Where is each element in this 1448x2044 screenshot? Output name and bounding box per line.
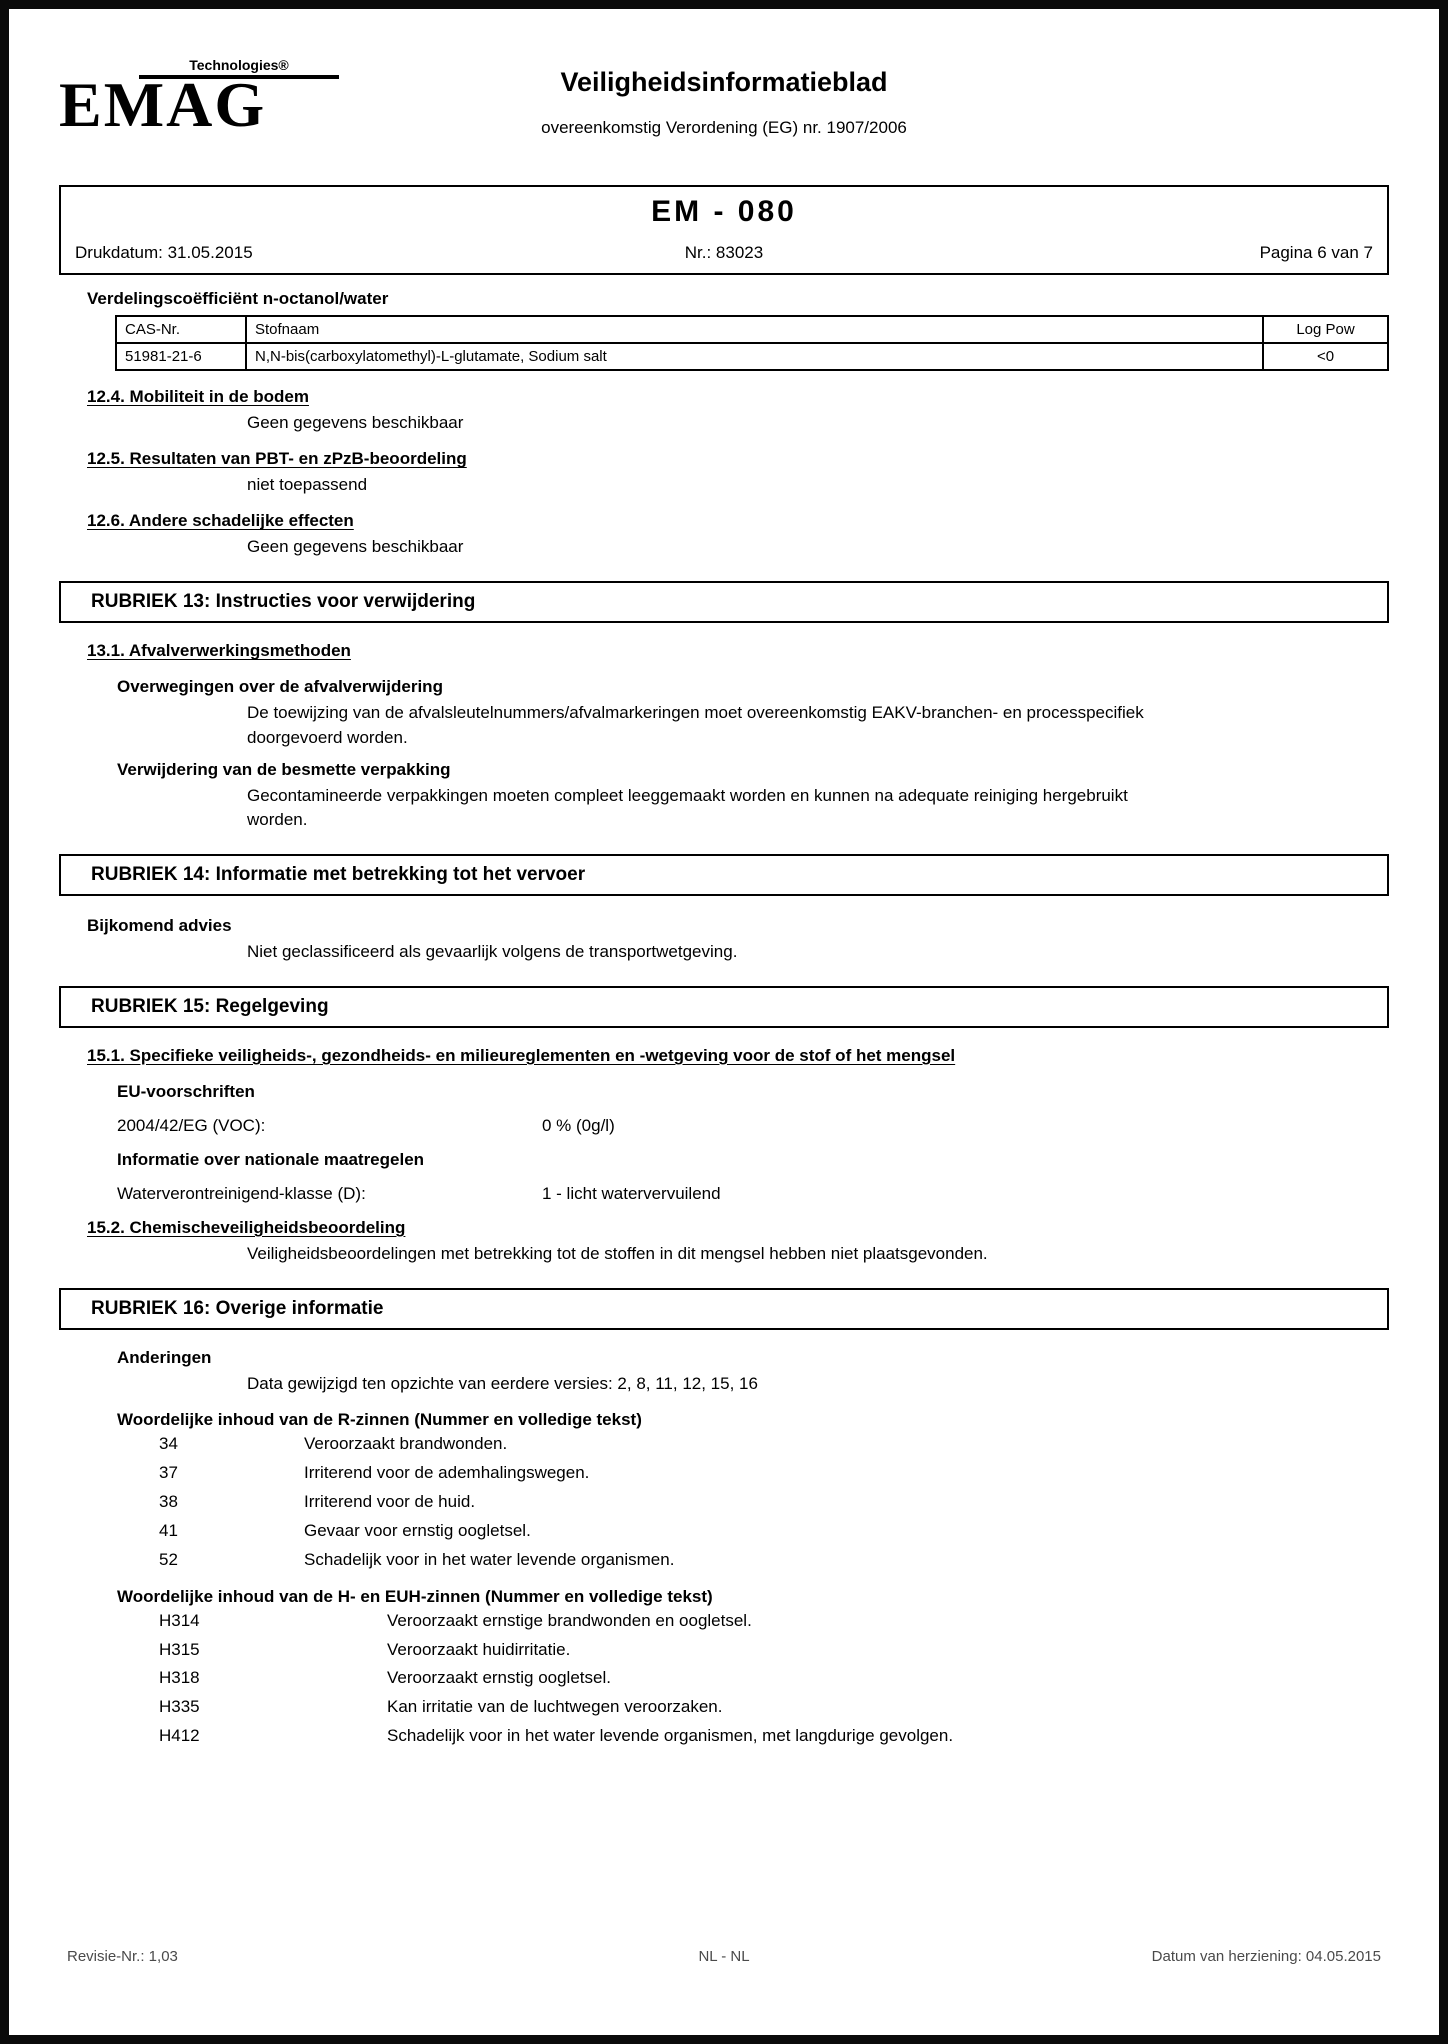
waste-considerations-heading: Overwegingen over de afvalverwijdering: [117, 677, 443, 697]
section-15-2-heading: 15.2. Chemischeveiligheidsbeoordeling: [87, 1218, 406, 1237]
section-15-2-body: Veiligheidsbeoordelingen met betrekking tot de stoffen in dit mengsel hebben niet plaatsgevonden.: [247, 1244, 988, 1263]
cell-log-pow: <0: [1263, 343, 1388, 370]
table-header-cas: CAS-Nr.: [116, 316, 246, 343]
r-code: 52: [159, 1549, 178, 1569]
h-code: H412: [159, 1726, 200, 1746]
h-code: H335: [159, 1697, 200, 1717]
revision-number: Revisie-Nr.: 1,03: [67, 1948, 178, 1965]
changes-body: Data gewijzigd ten opzichte van eerdere versies: 2, 8, 11, 12, 15, 16: [247, 1374, 758, 1394]
h-sentence-row: [159, 1607, 1389, 1636]
table-header-row: [116, 316, 1388, 343]
r-text: Irriterend voor de huid.: [304, 1492, 476, 1512]
section-13-banner: RUBRIEK 13: Instructies voor verwijdering: [59, 581, 1389, 623]
r-text: Veroorzaakt brandwonden.: [304, 1434, 508, 1454]
eu-regulations-heading: EU-voorschriften: [117, 1082, 255, 1101]
r-code: 34: [159, 1434, 178, 1454]
r-code: 37: [159, 1463, 178, 1483]
r-sentences-heading: Woordelijke inhoud van de R-zinnen (Nummer en volledige tekst): [117, 1410, 642, 1430]
cell-substance-name: N,N-bis(carboxylatomethyl)-L-glutamate, Sodium salt: [246, 343, 1263, 370]
log-pow-table: [115, 315, 1389, 371]
document-title: Veiligheidsinformatieblad: [560, 67, 888, 97]
page-indicator: Pagina 6 van 7: [1259, 243, 1373, 262]
document-header-box: [59, 185, 1389, 275]
h-text: Veroorzaakt ernstig oogletsel.: [387, 1668, 611, 1688]
h-text: Kan irritatie van de luchtwegen veroorzaken.: [387, 1697, 723, 1717]
table-row: [116, 343, 1388, 370]
section-15-1-heading: 15.1. Specifieke veiligheids-, gezondheids- en milieureglementen en -wetgeving voor de stof of het mengsel: [87, 1046, 956, 1065]
section-12-4-heading: 12.4. Mobiliteit in de bodem: [87, 387, 309, 406]
h-code: H318: [159, 1668, 200, 1688]
language-code: NL - NL: [698, 1948, 750, 1965]
section-12-5-heading: 12.5. Resultaten van PBT- en zPzB-beoordeling: [87, 449, 467, 469]
section-14-banner: RUBRIEK 14: Informatie met betrekking tot het vervoer: [59, 854, 1389, 896]
section-12-4-body: Geen gegevens beschikbaar: [247, 413, 464, 432]
r-text: Irriterend voor de ademhalingswegen.: [304, 1463, 590, 1483]
cell-cas-number: 51981-21-6: [116, 343, 246, 370]
r-sentence-row: [159, 1488, 1389, 1517]
r-code: 41: [159, 1520, 178, 1540]
r-text: Gevaar voor ernstig oogletsel.: [304, 1520, 531, 1540]
r-sentence-row: [159, 1430, 1389, 1459]
h-sentence-row: [159, 1693, 1389, 1722]
voc-label: 2004/42/EG (VOC):: [117, 1116, 266, 1135]
changes-heading: Anderingen: [117, 1348, 212, 1368]
page-footer: [67, 1948, 1381, 1965]
additional-advice-body: Niet geclassificeerd als gevaarlijk volgens de transportwetgeving.: [247, 941, 738, 961]
section-13-1-heading: 13.1. Afvalverwerkingsmethoden: [87, 641, 351, 661]
page-header: [59, 53, 1389, 171]
r-sentence-row: [159, 1546, 1389, 1575]
section-12-6-heading: 12.6. Andere schadelijke effecten: [87, 511, 354, 531]
packaging-disposal-heading: Verwijdering van de besmette verpakking: [117, 759, 451, 779]
national-measures-heading: Informatie over nationale maatregelen: [117, 1150, 425, 1169]
h-text: Veroorzaakt huidirritatie.: [387, 1639, 571, 1659]
section-12-5-body: niet toepassend: [247, 475, 368, 495]
document-meta-row: [75, 243, 1373, 263]
emag-logo: [59, 53, 349, 140]
logo-brand-text: EMAG: [59, 69, 267, 140]
voc-value: 0 % (0g/l): [542, 1116, 615, 1135]
product-name: EM - 080: [651, 195, 797, 228]
h-sentence-row: [159, 1664, 1389, 1693]
document-title-block: [389, 53, 1059, 138]
water-hazard-label: Waterverontreinigend-klasse (D):: [117, 1184, 366, 1203]
h-sentence-row: [159, 1636, 1389, 1665]
h-sentences-heading: Woordelijke inhoud van de H- en EUH-zinnen (Nummer en volledige tekst): [117, 1586, 713, 1606]
section-12-6-body: Geen gegevens beschikbaar: [247, 537, 464, 557]
h-code: H315: [159, 1639, 200, 1659]
r-sentence-row: [159, 1459, 1389, 1488]
h-sentence-row: [159, 1722, 1389, 1751]
waste-considerations-body: De toewijzing van de afvalsleutelnummers/afvalmarkeringen moet overeenkomstig EAKV-branchen- en processpecifiek doorgevoerd worden.: [247, 703, 1144, 747]
h-code: H314: [159, 1610, 200, 1630]
additional-advice-heading: Bijkomend advies: [87, 915, 232, 935]
logo-technologies-text: Technologies®: [139, 57, 339, 79]
r-code: 38: [159, 1492, 178, 1512]
voc-row: [117, 1116, 1389, 1136]
partition-coefficient-heading: Verdelingscoëfficiënt n-octanol/water: [87, 289, 389, 308]
r-text: Schadelijk voor in het water levende organismen.: [304, 1549, 675, 1569]
water-hazard-row: [117, 1184, 1389, 1204]
h-text: Schadelijk voor in het water levende organismen, met langdurige gevolgen.: [387, 1726, 954, 1746]
packaging-disposal-body: Gecontamineerde verpakkingen moeten compleet leeggemaakt worden en kunnen na adequate reiniging hergebruikt worden.: [247, 785, 1128, 829]
section-15-banner: RUBRIEK 15: Regelgeving: [59, 986, 1389, 1028]
print-date: Drukdatum: 31.05.2015: [75, 243, 253, 262]
section-16-banner: RUBRIEK 16: Overige informatie: [59, 1288, 1389, 1330]
water-hazard-value: 1 - licht watervervuilend: [542, 1184, 721, 1203]
table-header-stofnaam: Stofnaam: [246, 316, 1263, 343]
document-subtitle: overeenkomstig Verordening (EG) nr. 1907/2006: [541, 118, 907, 137]
document-number: Nr.: 83023: [684, 243, 764, 262]
h-text: Veroorzaakt ernstige brandwonden en oogletsel.: [387, 1610, 752, 1630]
table-header-logpow: Log Pow: [1263, 316, 1388, 343]
revision-date: Datum van herziening: 04.05.2015: [1151, 1948, 1381, 1965]
r-sentence-row: [159, 1517, 1389, 1546]
